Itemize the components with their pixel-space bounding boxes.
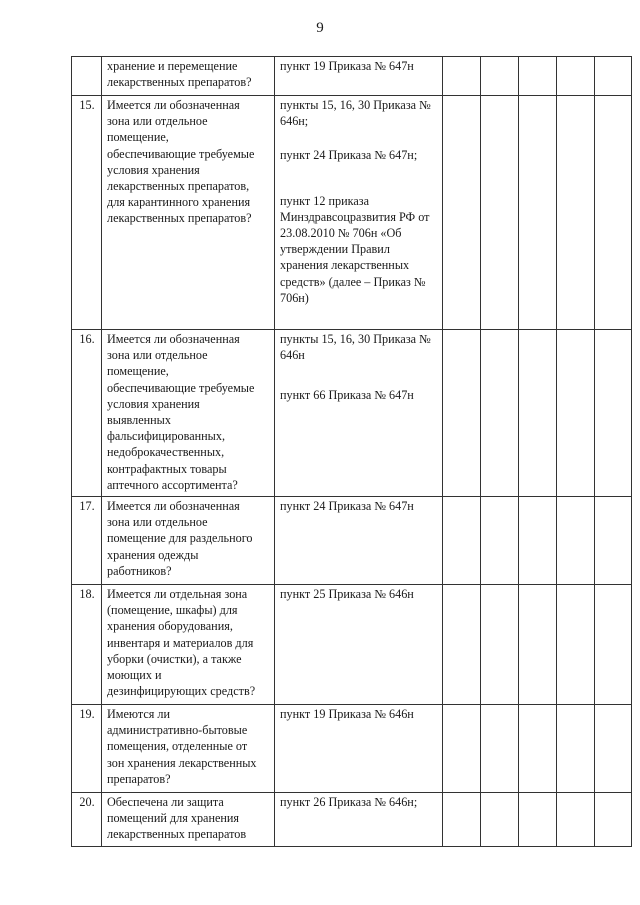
question-cell: хранение и перемещение лекарственных препаратов? <box>102 57 275 96</box>
empty-cell <box>481 793 519 847</box>
empty-cell <box>595 497 632 585</box>
empty-cell <box>595 96 632 330</box>
empty-cell <box>519 330 557 497</box>
table-row <box>72 497 632 585</box>
row-number <box>72 57 102 96</box>
reference-text: пункт 66 Приказа № 647н <box>280 388 414 403</box>
reference-cell <box>275 96 443 330</box>
empty-cell <box>481 57 519 96</box>
empty-cell <box>443 57 481 96</box>
reference-text: пункт 25 Приказа № 646н <box>280 587 414 602</box>
empty-cell <box>595 705 632 793</box>
empty-cell <box>595 57 632 96</box>
empty-cell <box>443 96 481 330</box>
empty-cell <box>595 330 632 497</box>
empty-cell <box>595 793 632 847</box>
empty-cell <box>595 585 632 705</box>
reference-text: пункт 12 приказа Минздравсоцразвития РФ от 23.08.2010 № 706н «Об утверждении Правил хранения лекарственных средств» (далее – Приказ № 706н) <box>280 193 430 305</box>
empty-cell <box>443 585 481 705</box>
table-row <box>72 57 632 96</box>
reference-text: пункты 15, 16, 30 Приказа № 646н <box>280 332 431 363</box>
reference-cell <box>275 705 443 793</box>
question-cell: Имеются ли административно-бытовые помещения, отделенные от зон хранения лекарственных препаратов? <box>102 705 275 793</box>
table-row <box>72 330 632 497</box>
empty-cell <box>519 793 557 847</box>
empty-cell <box>557 57 595 96</box>
empty-cell <box>443 705 481 793</box>
row-number: 19. <box>72 705 102 793</box>
row-number: 18. <box>72 585 102 705</box>
reference-text: пункт 19 Приказа № 647н <box>280 59 414 73</box>
table-row <box>72 705 632 793</box>
reference-text: пункт 24 Приказа № 647н; <box>280 148 418 163</box>
row-number: 15. <box>72 96 102 330</box>
question-cell: Имеется ли обозначенная зона или отдельное помещение для раздельного хранения одежды работников? <box>102 497 275 585</box>
empty-cell <box>519 705 557 793</box>
empty-cell <box>557 497 595 585</box>
empty-cell <box>557 330 595 497</box>
empty-cell <box>443 497 481 585</box>
table-row <box>72 585 632 705</box>
empty-cell <box>443 793 481 847</box>
empty-cell <box>481 497 519 585</box>
checklist-table <box>71 56 632 847</box>
reference-text: пункты 15, 16, 30 Приказа № 646н; <box>280 98 431 129</box>
row-number: 17. <box>72 497 102 585</box>
question-cell: Имеется ли обозначенная зона или отдельное помещение, обеспечивающие требуемые условия хранения выявленных фальсифицированных, недоброкачественных, контрафактных товары аптечного ассортимента? <box>102 330 275 497</box>
question-cell: Обеспечена ли защита помещений для хранения лекарственных препаратов <box>102 793 275 847</box>
question-cell: Имеется ли отдельная зона (помещение, шкафы) для хранения оборудования, инвентаря и материалов для уборки (очистки), а также моющих и дезинфицирующих средств? <box>102 585 275 705</box>
empty-cell <box>481 96 519 330</box>
table-row <box>72 96 632 330</box>
reference-text: пункт 26 Приказа № 646н; <box>280 795 418 810</box>
empty-cell <box>557 705 595 793</box>
reference-cell <box>275 330 443 497</box>
empty-cell <box>519 96 557 330</box>
table-row <box>72 793 632 847</box>
empty-cell <box>481 585 519 705</box>
reference-cell <box>275 497 443 585</box>
question-cell: Имеется ли обозначенная зона или отдельное помещение, обеспечивающие требуемые условия хранения лекарственных препаратов, для карантинного хранения лекарственных препаратов? <box>102 96 275 330</box>
empty-cell <box>481 705 519 793</box>
empty-cell <box>519 57 557 96</box>
reference-cell <box>275 793 443 847</box>
empty-cell <box>557 96 595 330</box>
reference-cell <box>275 585 443 705</box>
empty-cell <box>557 793 595 847</box>
reference-cell <box>275 57 443 96</box>
empty-cell <box>519 497 557 585</box>
reference-text: пункт 24 Приказа № 647н <box>280 499 414 514</box>
page-number: 9 <box>316 20 324 36</box>
empty-cell <box>557 585 595 705</box>
empty-cell <box>519 585 557 705</box>
row-number: 20. <box>72 793 102 847</box>
reference-text: пункт 19 Приказа № 646н <box>280 707 414 722</box>
row-number: 16. <box>72 330 102 497</box>
empty-cell <box>443 330 481 497</box>
empty-cell <box>481 330 519 497</box>
